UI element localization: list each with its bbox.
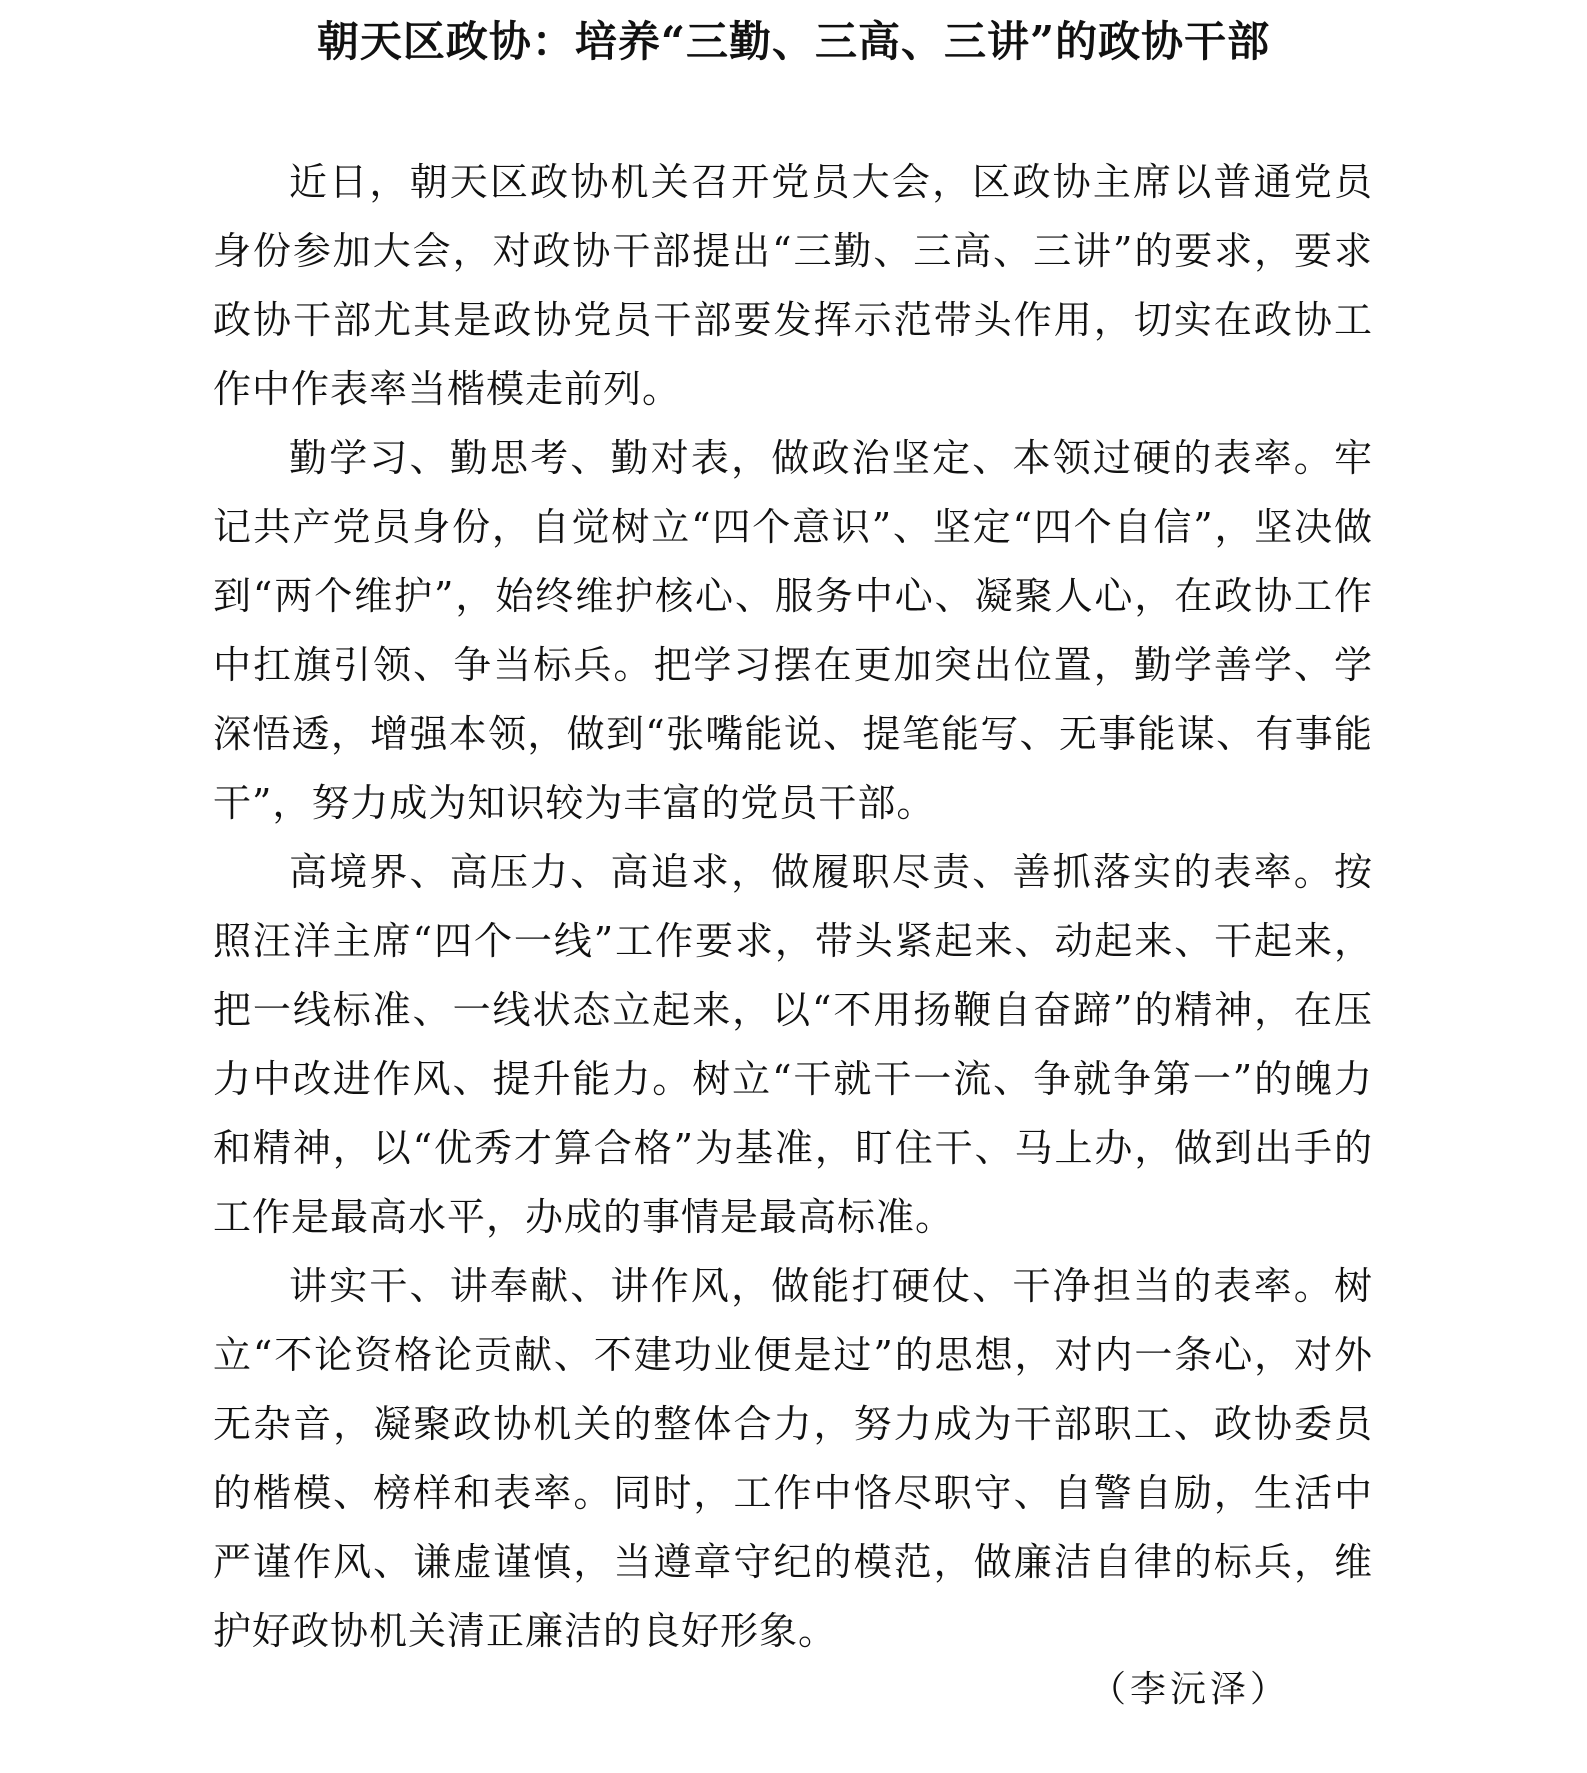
article-title: 朝天区政协：培养“三勤、三高、三讲”的政协干部 [316,17,1271,66]
paragraph-san-gao: 高境界、高压力、高追求，做履职尽责、善抓落实的表率。按照汪洋主席“四个一线”工作要求，带头紧起来、动起来、干起来，把一线标准、一线状态立起来，以“不用扬鞭自奋蹄”的精神，在压力中改进作风、提升能力。树立“干就干一流、争就争第一”的魄力和精神，以“优秀才算合格”为基准，盯住干、马上办，做到出手的工作是最高水平，办成的事情是最高标准。 [213,850,1373,1239]
paragraph-intro: 近日，朝天区政协机关召开党员大会，区政协主席以普通党员身份参加大会，对政协干部提出“三勤、三高、三讲”的要求，要求政协干部尤其是政协党员干部要发挥示范带头作用，切实在政协工作中作表率当楷模走前列。 [213,160,1373,411]
paragraph-san-qin: 勤学习、勤思考、勤对表，做政治坚定、本领过硬的表率。牢记共产党员身份，自觉树立“四个意识”、坚定“四个自信”，坚决做到“两个维护”，始终维护核心、服务中心、凝聚人心，在政协工作中扛旗引领、争当标兵。把学习摆在更加突出位置，勤学善学、学深悟透，增强本领，做到“张嘴能说、提笔能写、无事能谋、有事能干”，努力成为知识较为丰富的党员干部。 [213,436,1373,825]
paragraph-san-jiang: 讲实干、讲奉献、讲作风，做能打硬仗、干净担当的表率。树立“不论资格论贡献、不建功业便是过”的思想，对内一条心，对外无杂音，凝聚政协机关的整体合力，努力成为干部职工、政协委员的楷模、榜样和表率。同时，工作中恪尽职守、自警自励，生活中严谨作风、谦虚谨慎，当遵章守纪的模范，做廉洁自律的标兵，维护好政协机关清正廉洁的良好形象。 [213,1264,1373,1653]
article-body [213,148,1373,1666]
author-byline: （李沅泽） [1090,1669,1291,1710]
